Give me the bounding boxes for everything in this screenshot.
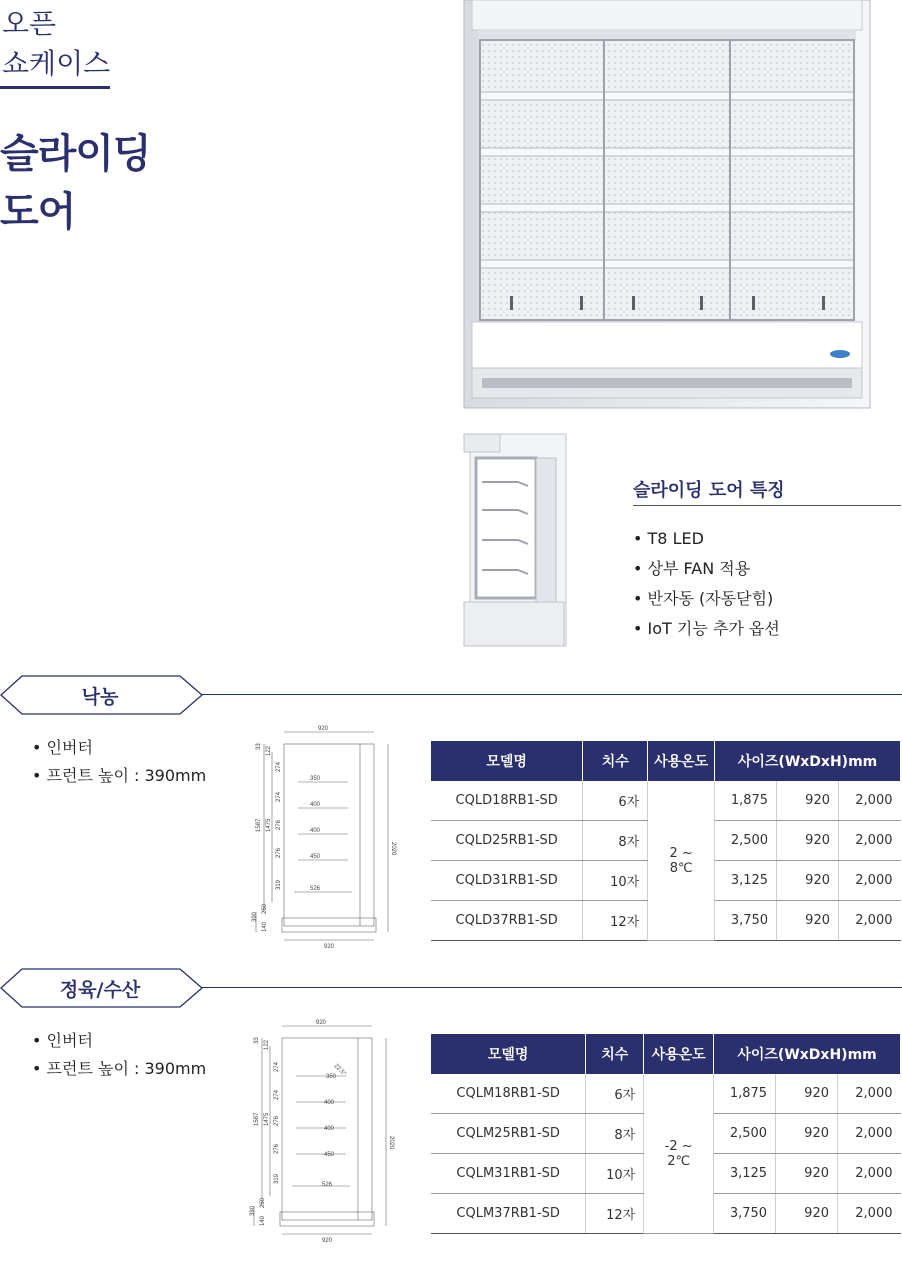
dim-label: 390 <box>252 911 258 922</box>
model-cell: CQLM31RB1-SD <box>431 1154 586 1194</box>
feature-item: • 반자동 (자동닫힘) <box>633 588 780 618</box>
size-cell: 10자 <box>583 861 648 901</box>
depth-cell: 920 <box>776 1194 838 1234</box>
dim-label: 274 <box>276 791 282 802</box>
dim-label: 526 <box>322 1182 333 1188</box>
dim-label: 450 <box>310 854 321 860</box>
model-cell: CQLM37RB1-SD <box>431 1194 586 1234</box>
width-cell: 3,125 <box>715 861 777 901</box>
dim-label: 1475 <box>264 1112 270 1126</box>
product-title-line1: 슬라이딩 <box>0 131 151 177</box>
dim-label: 276 <box>276 847 282 858</box>
dim-label: 920 <box>323 944 335 950</box>
dim-label: 400 <box>324 1126 335 1132</box>
model-cell: CQLM18RB1-SD <box>431 1074 586 1114</box>
table-row <box>431 1074 901 1114</box>
dim-label: 122 <box>264 1039 270 1050</box>
dim-label: 526 <box>310 886 321 892</box>
table-header: 사용온도 <box>644 1034 714 1074</box>
table-header: 사이즈(WxDxH)mm <box>714 1034 901 1074</box>
sliding-door-profile-image <box>462 432 570 648</box>
model-cell: CQLD25RB1-SD <box>431 821 583 861</box>
category-line1: 오픈 <box>2 7 57 40</box>
cross-section-drawing <box>248 722 398 952</box>
feature-item: • T8 LED <box>633 528 780 558</box>
cross-section-drawing <box>246 1016 396 1246</box>
height-cell: 2,000 <box>838 1114 901 1154</box>
size-cell: 8자 <box>586 1114 644 1154</box>
depth-cell: 920 <box>777 781 839 821</box>
width-cell: 1,875 <box>715 781 777 821</box>
model-cell: CQLD18RB1-SD <box>431 781 583 821</box>
dim-label: 920 <box>315 1020 327 1026</box>
dim-label: 400 <box>324 1100 335 1106</box>
size-cell: 6자 <box>583 781 648 821</box>
table-row <box>431 781 901 821</box>
dim-label: 33 <box>254 1037 260 1044</box>
width-cell: 3,750 <box>715 901 777 941</box>
height-cell: 2,000 <box>838 1194 901 1234</box>
width-cell: 3,125 <box>714 1154 776 1194</box>
dim-label: 350 <box>310 776 321 782</box>
size-cell: 10자 <box>586 1154 644 1194</box>
dim-label: 350 <box>326 1074 337 1080</box>
depth-cell: 920 <box>777 861 839 901</box>
width-cell: 3,750 <box>714 1194 776 1234</box>
dim-label: 122 <box>266 745 272 756</box>
spec-item: • 인버터 <box>32 1030 206 1058</box>
feature-item: • IoT 기능 추가 옵션 <box>633 618 780 648</box>
dim-label: 276 <box>274 1115 280 1126</box>
dim-label: 2020 <box>390 842 396 856</box>
feature-list <box>633 528 780 648</box>
feature-item: • 상부 FAN 적용 <box>633 558 780 588</box>
spec-list <box>32 737 206 793</box>
depth-cell: 920 <box>776 1074 838 1114</box>
spec-item: • 인버터 <box>32 737 206 765</box>
dim-label: 140 <box>260 1215 266 1226</box>
dim-label: 1475 <box>266 818 272 832</box>
dim-label: 400 <box>310 828 321 834</box>
depth-cell: 920 <box>777 821 839 861</box>
dim-label: 920 <box>317 726 329 732</box>
dim-label: 250 <box>260 1197 266 1208</box>
dim-label: 2020 <box>388 1136 394 1150</box>
dim-label: 33 <box>256 743 262 750</box>
depth-cell: 920 <box>777 901 839 941</box>
section-title-dairy: 낙농 <box>81 686 119 708</box>
category-underline <box>0 86 110 89</box>
section-title-meat-seafood: 정육/수산 <box>59 979 141 1001</box>
size-cell: 6자 <box>586 1074 644 1114</box>
size-cell: 8자 <box>583 821 648 861</box>
dim-label: 274 <box>276 761 282 772</box>
dim-label: 250 <box>262 903 268 914</box>
feature-divider <box>633 505 901 506</box>
temperature-cell: 2 ~ 8℃ <box>648 781 715 941</box>
width-cell: 1,875 <box>714 1074 776 1114</box>
dim-label: 1587 <box>254 1112 260 1126</box>
model-cell: CQLM25RB1-SD <box>431 1114 586 1154</box>
dim-label: 920 <box>321 1238 333 1244</box>
dim-label: 274 <box>274 1061 280 1072</box>
dim-label: 319 <box>276 879 282 890</box>
table-header: 모델명 <box>431 1034 586 1074</box>
section-rule <box>202 694 902 695</box>
height-cell: 2,000 <box>839 821 901 861</box>
spec-table-meat-seafood <box>431 1034 901 1234</box>
table-header: 치수 <box>586 1034 644 1074</box>
width-cell: 2,500 <box>714 1114 776 1154</box>
dim-label: 450 <box>324 1152 335 1158</box>
feature-title: 슬라이딩 도어 특징 <box>633 480 785 501</box>
table-header: 치수 <box>583 741 648 781</box>
model-cell: CQLD31RB1-SD <box>431 861 583 901</box>
table-header: 모델명 <box>431 741 583 781</box>
table-header: 사이즈(WxDxH)mm <box>715 741 901 781</box>
dim-label: 276 <box>276 819 282 830</box>
dim-label: 400 <box>310 802 321 808</box>
temperature-cell: -2 ~ 2℃ <box>644 1074 714 1234</box>
model-cell: CQLD37RB1-SD <box>431 901 583 941</box>
dim-label: 1587 <box>256 818 262 832</box>
dim-label: 276 <box>274 1143 280 1154</box>
height-cell: 2,000 <box>839 901 901 941</box>
showcase-product-image <box>462 0 872 410</box>
dim-label: 274 <box>274 1089 280 1100</box>
height-cell: 2,000 <box>838 1074 901 1114</box>
height-cell: 2,000 <box>839 861 901 901</box>
dim-label: 140 <box>262 921 268 932</box>
height-cell: 2,000 <box>839 781 901 821</box>
spec-table-dairy <box>431 741 901 941</box>
product-title-line2: 도어 <box>0 189 76 235</box>
spec-item: • 프런트 높이 : 390mm <box>32 1058 206 1086</box>
size-cell: 12자 <box>586 1194 644 1234</box>
category-line2: 쇼케이스 <box>2 47 111 80</box>
spec-list <box>32 1030 206 1086</box>
dim-label: 22.5° <box>332 1063 347 1078</box>
dim-label: 319 <box>274 1173 280 1184</box>
table-header: 사용온도 <box>648 741 715 781</box>
width-cell: 2,500 <box>715 821 777 861</box>
depth-cell: 920 <box>776 1114 838 1154</box>
depth-cell: 920 <box>776 1154 838 1194</box>
dim-label: 390 <box>250 1205 256 1216</box>
height-cell: 2,000 <box>838 1154 901 1194</box>
spec-item: • 프런트 높이 : 390mm <box>32 765 206 793</box>
size-cell: 12자 <box>583 901 648 941</box>
section-rule <box>202 987 902 988</box>
